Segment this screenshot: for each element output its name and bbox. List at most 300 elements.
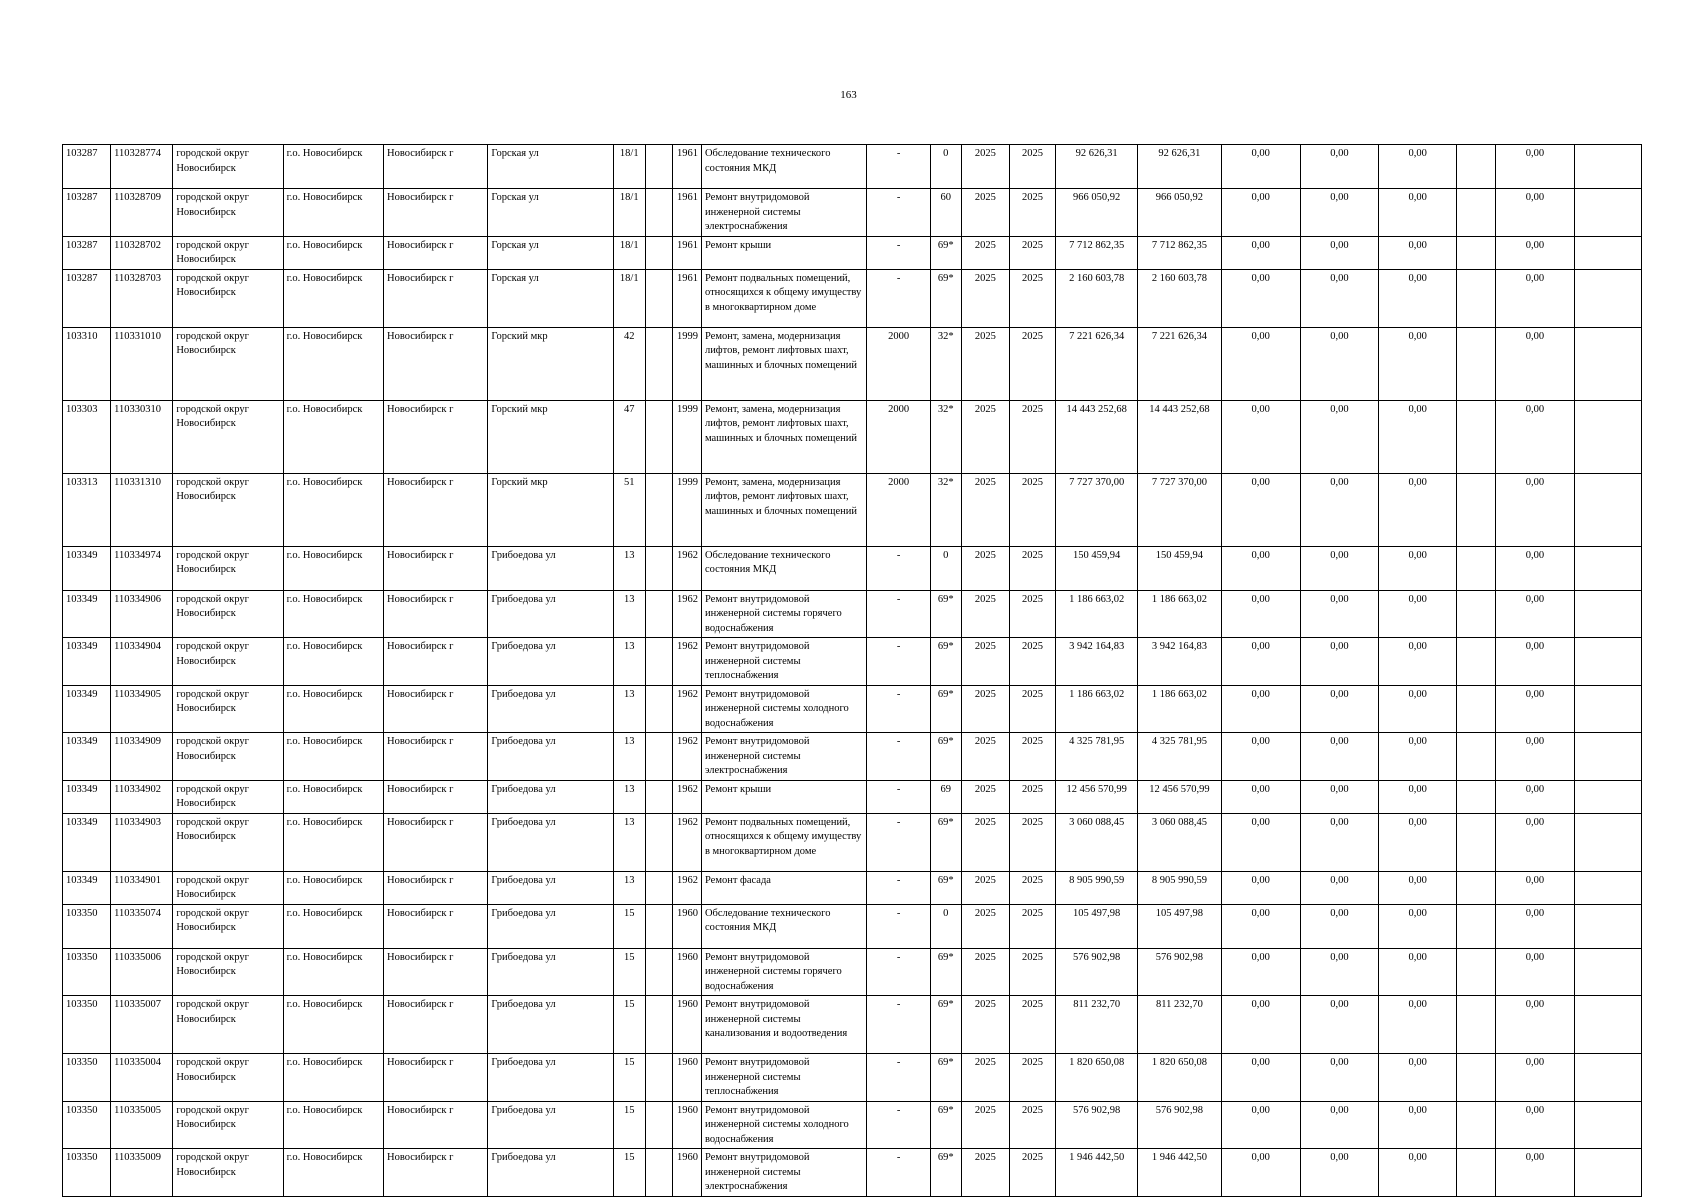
cell-building bbox=[645, 189, 672, 237]
cell-extra bbox=[1457, 546, 1496, 590]
cell-municipality: городской округ Новосибирск bbox=[173, 1149, 283, 1197]
cell-other: 0,00 bbox=[1496, 871, 1574, 904]
cell-total: 3 060 088,45 bbox=[1056, 813, 1138, 871]
cell-wear: 69* bbox=[930, 1054, 961, 1102]
cell-budget-1: 0,00 bbox=[1221, 638, 1300, 686]
cell-municipality: городской округ Новосибирск bbox=[173, 638, 283, 686]
cell-budget-1: 0,00 bbox=[1221, 780, 1300, 813]
cell-extra bbox=[1457, 590, 1496, 638]
cell-city: Новосибирск г bbox=[383, 904, 487, 948]
cell-budget-1: 0,00 bbox=[1221, 546, 1300, 590]
cell-other: 0,00 bbox=[1496, 813, 1574, 871]
cell-id: 103349 bbox=[63, 590, 111, 638]
cell-total: 3 942 164,83 bbox=[1056, 638, 1138, 686]
cell-municipality: городской округ Новосибирск bbox=[173, 996, 283, 1054]
cell-other: 0,00 bbox=[1496, 733, 1574, 781]
cell-settlement-type: г.о. Новосибирск bbox=[283, 546, 383, 590]
cell-total: 14 443 252,68 bbox=[1056, 400, 1138, 473]
cell-settlement-type: г.о. Новосибирск bbox=[283, 145, 383, 189]
cell-budget-1: 0,00 bbox=[1221, 904, 1300, 948]
cell-settlement-type: г.о. Новосибирск bbox=[283, 638, 383, 686]
cell-year: 1961 bbox=[672, 145, 701, 189]
cell-last bbox=[1574, 948, 1641, 996]
cell-id: 103287 bbox=[63, 145, 111, 189]
cell-year-from: 2025 bbox=[961, 327, 1009, 400]
cell-last bbox=[1574, 236, 1641, 269]
cell-municipality: городской округ Новосибирск bbox=[173, 189, 283, 237]
cell-year-from: 2025 bbox=[961, 236, 1009, 269]
cell-id: 103349 bbox=[63, 685, 111, 733]
cell-building bbox=[645, 236, 672, 269]
cell-year: 1960 bbox=[672, 948, 701, 996]
cell-fund: 12 456 570,99 bbox=[1138, 780, 1221, 813]
cell-budget-3: 0,00 bbox=[1379, 685, 1457, 733]
cell-city: Новосибирск г bbox=[383, 638, 487, 686]
cell-other: 0,00 bbox=[1496, 236, 1574, 269]
cell-other: 0,00 bbox=[1496, 145, 1574, 189]
cell-budget-3: 0,00 bbox=[1379, 948, 1457, 996]
cell-budget-3: 0,00 bbox=[1379, 189, 1457, 237]
cell-budget-3: 0,00 bbox=[1379, 145, 1457, 189]
cell-house: 15 bbox=[613, 1149, 645, 1197]
cell-total: 1 186 663,02 bbox=[1056, 685, 1138, 733]
cell-lift-year: - bbox=[867, 733, 930, 781]
cell-other: 0,00 bbox=[1496, 904, 1574, 948]
cell-house: 15 bbox=[613, 1101, 645, 1149]
cell-lift-year: - bbox=[867, 685, 930, 733]
cell-budget-3: 0,00 bbox=[1379, 546, 1457, 590]
cell-building bbox=[645, 1054, 672, 1102]
cell-extra bbox=[1457, 189, 1496, 237]
cell-house: 18/1 bbox=[613, 236, 645, 269]
cell-work-type: Ремонт внутридомовой инженерной системы электроснабжения bbox=[701, 1149, 867, 1197]
cell-settlement-type: г.о. Новосибирск bbox=[283, 1054, 383, 1102]
cell-house: 13 bbox=[613, 813, 645, 871]
cell-year-from: 2025 bbox=[961, 948, 1009, 996]
cell-work-type: Обследование технического состояния МКД bbox=[701, 546, 867, 590]
cell-year: 1960 bbox=[672, 904, 701, 948]
cell-year-to: 2025 bbox=[1009, 269, 1055, 327]
cell-house: 15 bbox=[613, 996, 645, 1054]
cell-budget-3: 0,00 bbox=[1379, 638, 1457, 686]
cell-extra bbox=[1457, 871, 1496, 904]
cell-city: Новосибирск г bbox=[383, 189, 487, 237]
cell-last bbox=[1574, 189, 1641, 237]
cell-budget-3: 0,00 bbox=[1379, 327, 1457, 400]
cell-wear: 69* bbox=[930, 590, 961, 638]
cell-lift-year: - bbox=[867, 189, 930, 237]
cell-extra bbox=[1457, 473, 1496, 546]
table-row bbox=[63, 1101, 1642, 1149]
cell-year: 1962 bbox=[672, 871, 701, 904]
cell-street: Горский мкр bbox=[488, 400, 613, 473]
cell-lift-year: - bbox=[867, 546, 930, 590]
cell-fund: 105 497,98 bbox=[1138, 904, 1221, 948]
cell-wear: 69* bbox=[930, 948, 961, 996]
cell-budget-3: 0,00 bbox=[1379, 1101, 1457, 1149]
cell-year: 1960 bbox=[672, 1101, 701, 1149]
cell-year-from: 2025 bbox=[961, 996, 1009, 1054]
registry-table bbox=[62, 144, 1642, 1197]
cell-code: 110330310 bbox=[111, 400, 173, 473]
cell-other: 0,00 bbox=[1496, 400, 1574, 473]
cell-total: 8 905 990,59 bbox=[1056, 871, 1138, 904]
cell-budget-2: 0,00 bbox=[1300, 473, 1378, 546]
cell-wear: 69 bbox=[930, 780, 961, 813]
cell-building bbox=[645, 871, 672, 904]
cell-extra bbox=[1457, 269, 1496, 327]
cell-year-from: 2025 bbox=[961, 145, 1009, 189]
cell-city: Новосибирск г bbox=[383, 685, 487, 733]
cell-house: 15 bbox=[613, 1054, 645, 1102]
cell-id: 103287 bbox=[63, 189, 111, 237]
cell-municipality: городской округ Новосибирск bbox=[173, 904, 283, 948]
cell-work-type: Ремонт, замена, модернизация лифтов, ремонт лифтовых шахт, машинных и блочных помещений bbox=[701, 400, 867, 473]
cell-street: Горская ул bbox=[488, 269, 613, 327]
cell-street: Грибоедова ул bbox=[488, 546, 613, 590]
cell-municipality: городской округ Новосибирск bbox=[173, 1101, 283, 1149]
cell-budget-2: 0,00 bbox=[1300, 813, 1378, 871]
cell-year-to: 2025 bbox=[1009, 327, 1055, 400]
cell-settlement-type: г.о. Новосибирск bbox=[283, 473, 383, 546]
cell-city: Новосибирск г bbox=[383, 1101, 487, 1149]
cell-extra bbox=[1457, 1149, 1496, 1197]
cell-total: 811 232,70 bbox=[1056, 996, 1138, 1054]
cell-year: 1962 bbox=[672, 733, 701, 781]
cell-other: 0,00 bbox=[1496, 996, 1574, 1054]
cell-budget-2: 0,00 bbox=[1300, 590, 1378, 638]
cell-city: Новосибирск г bbox=[383, 996, 487, 1054]
cell-total: 92 626,31 bbox=[1056, 145, 1138, 189]
cell-budget-3: 0,00 bbox=[1379, 1149, 1457, 1197]
cell-budget-3: 0,00 bbox=[1379, 813, 1457, 871]
cell-other: 0,00 bbox=[1496, 546, 1574, 590]
cell-code: 110334974 bbox=[111, 546, 173, 590]
table-row bbox=[63, 269, 1642, 327]
cell-lift-year: - bbox=[867, 948, 930, 996]
cell-fund: 7 727 370,00 bbox=[1138, 473, 1221, 546]
cell-extra bbox=[1457, 733, 1496, 781]
table-row bbox=[63, 145, 1642, 189]
cell-building bbox=[645, 904, 672, 948]
cell-code: 110328709 bbox=[111, 189, 173, 237]
cell-year-from: 2025 bbox=[961, 189, 1009, 237]
cell-lift-year: - bbox=[867, 813, 930, 871]
cell-year-from: 2025 bbox=[961, 813, 1009, 871]
table-row bbox=[63, 948, 1642, 996]
cell-municipality: городской округ Новосибирск bbox=[173, 813, 283, 871]
cell-budget-2: 0,00 bbox=[1300, 948, 1378, 996]
cell-total: 7 221 626,34 bbox=[1056, 327, 1138, 400]
cell-extra bbox=[1457, 996, 1496, 1054]
cell-municipality: городской округ Новосибирск bbox=[173, 400, 283, 473]
cell-lift-year: - bbox=[867, 904, 930, 948]
cell-id: 103349 bbox=[63, 733, 111, 781]
cell-id: 103350 bbox=[63, 996, 111, 1054]
cell-wear: 0 bbox=[930, 546, 961, 590]
cell-budget-3: 0,00 bbox=[1379, 733, 1457, 781]
cell-street: Грибоедова ул bbox=[488, 948, 613, 996]
cell-budget-1: 0,00 bbox=[1221, 473, 1300, 546]
cell-street: Горский мкр bbox=[488, 327, 613, 400]
cell-settlement-type: г.о. Новосибирск bbox=[283, 733, 383, 781]
cell-building bbox=[645, 1101, 672, 1149]
cell-budget-2: 0,00 bbox=[1300, 269, 1378, 327]
cell-year: 1960 bbox=[672, 1054, 701, 1102]
cell-work-type: Ремонт внутридомовой инженерной системы электроснабжения bbox=[701, 733, 867, 781]
cell-year-to: 2025 bbox=[1009, 871, 1055, 904]
cell-id: 103303 bbox=[63, 400, 111, 473]
cell-municipality: городской округ Новосибирск bbox=[173, 236, 283, 269]
cell-last bbox=[1574, 1101, 1641, 1149]
table-row bbox=[63, 871, 1642, 904]
cell-wear: 69* bbox=[930, 996, 961, 1054]
cell-budget-1: 0,00 bbox=[1221, 813, 1300, 871]
cell-budget-3: 0,00 bbox=[1379, 904, 1457, 948]
cell-year: 1960 bbox=[672, 996, 701, 1054]
cell-extra bbox=[1457, 1101, 1496, 1149]
cell-budget-2: 0,00 bbox=[1300, 904, 1378, 948]
cell-work-type: Ремонт внутридомовой инженерной системы теплоснабжения bbox=[701, 638, 867, 686]
cell-id: 103349 bbox=[63, 780, 111, 813]
cell-municipality: городской округ Новосибирск bbox=[173, 685, 283, 733]
cell-year-from: 2025 bbox=[961, 590, 1009, 638]
cell-year-to: 2025 bbox=[1009, 638, 1055, 686]
table-row bbox=[63, 546, 1642, 590]
cell-other: 0,00 bbox=[1496, 269, 1574, 327]
cell-extra bbox=[1457, 948, 1496, 996]
table-body bbox=[63, 145, 1642, 1197]
cell-lift-year: - bbox=[867, 236, 930, 269]
cell-fund: 4 325 781,95 bbox=[1138, 733, 1221, 781]
cell-street: Грибоедова ул bbox=[488, 590, 613, 638]
cell-lift-year: 2000 bbox=[867, 473, 930, 546]
cell-year: 1962 bbox=[672, 813, 701, 871]
cell-budget-1: 0,00 bbox=[1221, 733, 1300, 781]
cell-year-to: 2025 bbox=[1009, 780, 1055, 813]
cell-municipality: городской округ Новосибирск bbox=[173, 269, 283, 327]
cell-street: Грибоедова ул bbox=[488, 813, 613, 871]
cell-street: Грибоедова ул bbox=[488, 685, 613, 733]
cell-other: 0,00 bbox=[1496, 189, 1574, 237]
cell-fund: 8 905 990,59 bbox=[1138, 871, 1221, 904]
cell-code: 110331010 bbox=[111, 327, 173, 400]
cell-year-to: 2025 bbox=[1009, 813, 1055, 871]
cell-fund: 7 221 626,34 bbox=[1138, 327, 1221, 400]
table-row bbox=[63, 590, 1642, 638]
cell-year: 1962 bbox=[672, 780, 701, 813]
cell-building bbox=[645, 590, 672, 638]
cell-budget-1: 0,00 bbox=[1221, 948, 1300, 996]
cell-settlement-type: г.о. Новосибирск bbox=[283, 871, 383, 904]
cell-house: 13 bbox=[613, 590, 645, 638]
cell-city: Новосибирск г bbox=[383, 871, 487, 904]
cell-wear: 69* bbox=[930, 733, 961, 781]
cell-budget-1: 0,00 bbox=[1221, 1149, 1300, 1197]
cell-last bbox=[1574, 685, 1641, 733]
cell-fund: 1 820 650,08 bbox=[1138, 1054, 1221, 1102]
cell-street: Грибоедова ул bbox=[488, 871, 613, 904]
cell-fund: 1 186 663,02 bbox=[1138, 590, 1221, 638]
cell-id: 103350 bbox=[63, 948, 111, 996]
cell-settlement-type: г.о. Новосибирск bbox=[283, 780, 383, 813]
cell-city: Новосибирск г bbox=[383, 236, 487, 269]
cell-fund: 14 443 252,68 bbox=[1138, 400, 1221, 473]
cell-work-type: Обследование технического состояния МКД bbox=[701, 145, 867, 189]
cell-house: 13 bbox=[613, 638, 645, 686]
cell-city: Новосибирск г bbox=[383, 546, 487, 590]
cell-fund: 3 942 164,83 bbox=[1138, 638, 1221, 686]
cell-year-from: 2025 bbox=[961, 871, 1009, 904]
cell-settlement-type: г.о. Новосибирск bbox=[283, 400, 383, 473]
cell-budget-3: 0,00 bbox=[1379, 236, 1457, 269]
cell-year-from: 2025 bbox=[961, 1149, 1009, 1197]
cell-building bbox=[645, 1149, 672, 1197]
cell-last bbox=[1574, 145, 1641, 189]
cell-last bbox=[1574, 871, 1641, 904]
cell-city: Новосибирск г bbox=[383, 1054, 487, 1102]
cell-settlement-type: г.о. Новосибирск bbox=[283, 996, 383, 1054]
cell-lift-year: - bbox=[867, 590, 930, 638]
cell-code: 110331310 bbox=[111, 473, 173, 546]
cell-budget-2: 0,00 bbox=[1300, 780, 1378, 813]
cell-city: Новосибирск г bbox=[383, 269, 487, 327]
cell-budget-1: 0,00 bbox=[1221, 327, 1300, 400]
cell-total: 7 727 370,00 bbox=[1056, 473, 1138, 546]
cell-year-to: 2025 bbox=[1009, 590, 1055, 638]
cell-budget-2: 0,00 bbox=[1300, 638, 1378, 686]
cell-house: 13 bbox=[613, 733, 645, 781]
cell-municipality: городской округ Новосибирск bbox=[173, 590, 283, 638]
cell-building bbox=[645, 948, 672, 996]
cell-extra bbox=[1457, 904, 1496, 948]
cell-settlement-type: г.о. Новосибирск bbox=[283, 948, 383, 996]
cell-settlement-type: г.о. Новосибирск bbox=[283, 1101, 383, 1149]
cell-other: 0,00 bbox=[1496, 1054, 1574, 1102]
cell-extra bbox=[1457, 1054, 1496, 1102]
cell-budget-2: 0,00 bbox=[1300, 1149, 1378, 1197]
cell-fund: 811 232,70 bbox=[1138, 996, 1221, 1054]
cell-extra bbox=[1457, 780, 1496, 813]
table-row bbox=[63, 189, 1642, 237]
cell-house: 13 bbox=[613, 546, 645, 590]
table-row bbox=[63, 996, 1642, 1054]
cell-budget-3: 0,00 bbox=[1379, 996, 1457, 1054]
cell-building bbox=[645, 473, 672, 546]
cell-house: 18/1 bbox=[613, 189, 645, 237]
cell-year: 1999 bbox=[672, 400, 701, 473]
cell-building bbox=[645, 638, 672, 686]
cell-building bbox=[645, 733, 672, 781]
cell-building bbox=[645, 685, 672, 733]
cell-budget-1: 0,00 bbox=[1221, 1101, 1300, 1149]
cell-work-type: Ремонт фасада bbox=[701, 871, 867, 904]
cell-work-type: Ремонт крыши bbox=[701, 236, 867, 269]
cell-budget-1: 0,00 bbox=[1221, 1054, 1300, 1102]
cell-last bbox=[1574, 1054, 1641, 1102]
cell-total: 12 456 570,99 bbox=[1056, 780, 1138, 813]
cell-last bbox=[1574, 733, 1641, 781]
cell-municipality: городской округ Новосибирск bbox=[173, 871, 283, 904]
cell-work-type: Ремонт внутридомовой инженерной системы электроснабжения bbox=[701, 189, 867, 237]
cell-last bbox=[1574, 400, 1641, 473]
cell-city: Новосибирск г bbox=[383, 780, 487, 813]
cell-city: Новосибирск г bbox=[383, 948, 487, 996]
table-row bbox=[63, 780, 1642, 813]
cell-code: 110334902 bbox=[111, 780, 173, 813]
cell-budget-2: 0,00 bbox=[1300, 400, 1378, 473]
cell-total: 150 459,94 bbox=[1056, 546, 1138, 590]
cell-work-type: Ремонт подвальных помещений, относящихся к общему имуществу в многоквартирном доме bbox=[701, 269, 867, 327]
table-row bbox=[63, 904, 1642, 948]
cell-budget-1: 0,00 bbox=[1221, 145, 1300, 189]
cell-wear: 69* bbox=[930, 871, 961, 904]
cell-wear: 0 bbox=[930, 904, 961, 948]
cell-municipality: городской округ Новосибирск bbox=[173, 1054, 283, 1102]
cell-other: 0,00 bbox=[1496, 327, 1574, 400]
cell-house: 13 bbox=[613, 685, 645, 733]
cell-budget-1: 0,00 bbox=[1221, 189, 1300, 237]
table-row bbox=[63, 327, 1642, 400]
cell-last bbox=[1574, 327, 1641, 400]
cell-street: Грибоедова ул bbox=[488, 1149, 613, 1197]
cell-municipality: городской округ Новосибирск bbox=[173, 948, 283, 996]
cell-work-type: Ремонт, замена, модернизация лифтов, ремонт лифтовых шахт, машинных и блочных помещений bbox=[701, 473, 867, 546]
cell-other: 0,00 bbox=[1496, 685, 1574, 733]
table-row bbox=[63, 473, 1642, 546]
cell-settlement-type: г.о. Новосибирск bbox=[283, 813, 383, 871]
cell-city: Новосибирск г bbox=[383, 400, 487, 473]
cell-budget-1: 0,00 bbox=[1221, 590, 1300, 638]
cell-year: 1999 bbox=[672, 327, 701, 400]
cell-municipality: городской округ Новосибирск bbox=[173, 733, 283, 781]
cell-building bbox=[645, 996, 672, 1054]
cell-code: 110335007 bbox=[111, 996, 173, 1054]
cell-municipality: городской округ Новосибирск bbox=[173, 327, 283, 400]
table-row bbox=[63, 1149, 1642, 1197]
cell-work-type: Ремонт внутридомовой инженерной системы холодного водоснабжения bbox=[701, 1101, 867, 1149]
cell-work-type: Ремонт внутридомовой инженерной системы горячего водоснабжения bbox=[701, 948, 867, 996]
cell-extra bbox=[1457, 236, 1496, 269]
cell-id: 103313 bbox=[63, 473, 111, 546]
cell-settlement-type: г.о. Новосибирск bbox=[283, 189, 383, 237]
cell-street: Грибоедова ул bbox=[488, 780, 613, 813]
cell-last bbox=[1574, 638, 1641, 686]
cell-other: 0,00 bbox=[1496, 780, 1574, 813]
cell-budget-1: 0,00 bbox=[1221, 996, 1300, 1054]
cell-wear: 69* bbox=[930, 236, 961, 269]
cell-fund: 7 712 862,35 bbox=[1138, 236, 1221, 269]
cell-work-type: Ремонт подвальных помещений, относящихся к общему имуществу в многоквартирном доме bbox=[701, 813, 867, 871]
cell-municipality: городской округ Новосибирск bbox=[173, 473, 283, 546]
cell-city: Новосибирск г bbox=[383, 733, 487, 781]
cell-street: Грибоедова ул bbox=[488, 638, 613, 686]
cell-budget-1: 0,00 bbox=[1221, 236, 1300, 269]
cell-house: 47 bbox=[613, 400, 645, 473]
cell-building bbox=[645, 813, 672, 871]
cell-code: 110335006 bbox=[111, 948, 173, 996]
cell-street: Горский мкр bbox=[488, 473, 613, 546]
cell-house: 51 bbox=[613, 473, 645, 546]
cell-budget-3: 0,00 bbox=[1379, 473, 1457, 546]
cell-other: 0,00 bbox=[1496, 590, 1574, 638]
cell-city: Новосибирск г bbox=[383, 473, 487, 546]
cell-last bbox=[1574, 473, 1641, 546]
cell-id: 103350 bbox=[63, 1149, 111, 1197]
cell-settlement-type: г.о. Новосибирск bbox=[283, 269, 383, 327]
cell-total: 2 160 603,78 bbox=[1056, 269, 1138, 327]
cell-wear: 69* bbox=[930, 685, 961, 733]
